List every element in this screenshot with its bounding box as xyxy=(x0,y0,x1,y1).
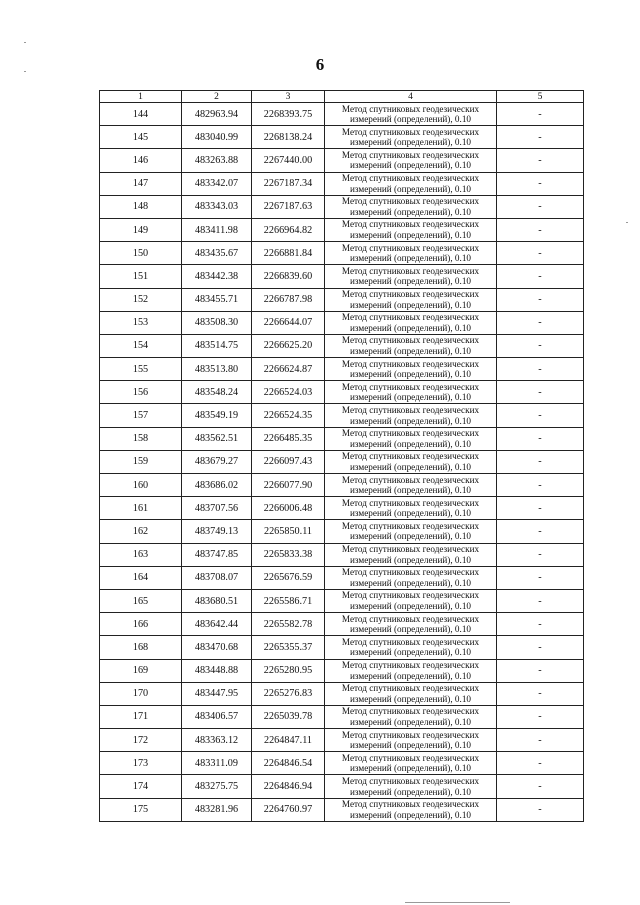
note-cell: - xyxy=(497,682,584,705)
method-line-1: Метод спутниковых геодезических xyxy=(341,613,480,624)
note-cell: - xyxy=(497,543,584,566)
x-coordinate-cell: 483411.98 xyxy=(182,218,252,241)
point-number-cell: 174 xyxy=(100,775,182,798)
point-number-cell: 162 xyxy=(100,520,182,543)
y-coordinate-cell: 2265355.37 xyxy=(252,636,325,659)
note-cell: - xyxy=(497,520,584,543)
y-coordinate-cell: 2266006.48 xyxy=(252,497,325,520)
method-line-2: измерений (определений), 0.10 xyxy=(349,230,472,241)
note-cell: - xyxy=(497,729,584,752)
footer-line xyxy=(405,902,510,903)
method-cell xyxy=(325,381,497,404)
note-cell: - xyxy=(497,172,584,195)
table-row xyxy=(100,752,584,775)
note-cell: - xyxy=(497,705,584,728)
x-coordinate-cell: 483514.75 xyxy=(182,334,252,357)
point-number-cell: 144 xyxy=(100,103,182,126)
point-number-cell: 161 xyxy=(100,497,182,520)
x-coordinate-cell: 483363.12 xyxy=(182,729,252,752)
table-row xyxy=(100,103,584,126)
point-number-cell: 148 xyxy=(100,195,182,218)
method-line-1: Метод спутниковых геодезических xyxy=(341,358,480,369)
y-coordinate-cell: 2266881.84 xyxy=(252,242,325,265)
table-row xyxy=(100,474,584,497)
column-header: 2 xyxy=(182,91,252,103)
coordinates-table xyxy=(99,90,584,822)
note-cell: - xyxy=(497,450,584,473)
method-line-1: Метод спутниковых геодезических xyxy=(341,103,480,114)
point-number-cell: 164 xyxy=(100,566,182,589)
y-coordinate-cell: 2264846.94 xyxy=(252,775,325,798)
note-cell: - xyxy=(497,752,584,775)
x-coordinate-cell: 483343.03 xyxy=(182,195,252,218)
method-line-1: Метод спутниковых геодезических xyxy=(341,428,480,439)
table-row xyxy=(100,404,584,427)
method-cell xyxy=(325,566,497,589)
point-number-cell: 170 xyxy=(100,682,182,705)
point-number-cell: 155 xyxy=(100,358,182,381)
method-line-2: измерений (определений), 0.10 xyxy=(349,438,472,449)
note-cell: - xyxy=(497,798,584,821)
method-line-2: измерений (определений), 0.10 xyxy=(349,554,472,565)
table-row xyxy=(100,358,584,381)
table-row xyxy=(100,613,584,636)
table-row xyxy=(100,242,584,265)
x-coordinate-cell: 483548.24 xyxy=(182,381,252,404)
y-coordinate-cell: 2265850.11 xyxy=(252,520,325,543)
note-cell: - xyxy=(497,311,584,334)
note-cell: - xyxy=(497,566,584,589)
y-coordinate-cell: 2266077.90 xyxy=(252,474,325,497)
method-cell xyxy=(325,589,497,612)
y-coordinate-cell: 2266485.35 xyxy=(252,427,325,450)
y-coordinate-cell: 2266625.20 xyxy=(252,334,325,357)
method-cell xyxy=(325,334,497,357)
note-cell: - xyxy=(497,126,584,149)
method-line-1: Метод спутниковых геодезических xyxy=(341,497,480,508)
method-cell xyxy=(325,705,497,728)
x-coordinate-cell: 483562.51 xyxy=(182,427,252,450)
point-number-cell: 166 xyxy=(100,613,182,636)
note-cell: - xyxy=(497,103,584,126)
table-row xyxy=(100,265,584,288)
method-line-2: измерений (определений), 0.10 xyxy=(349,786,472,797)
table-row xyxy=(100,195,584,218)
method-line-1: Метод спутниковых геодезических xyxy=(341,312,480,323)
point-number-cell: 150 xyxy=(100,242,182,265)
method-cell xyxy=(325,543,497,566)
method-cell xyxy=(325,265,497,288)
point-number-cell: 163 xyxy=(100,543,182,566)
method-line-2: измерений (определений), 0.10 xyxy=(349,485,472,496)
table-row xyxy=(100,682,584,705)
y-coordinate-cell: 2265676.59 xyxy=(252,566,325,589)
point-number-cell: 153 xyxy=(100,311,182,334)
method-line-2: измерений (определений), 0.10 xyxy=(349,369,472,380)
table-row xyxy=(100,149,584,172)
x-coordinate-cell: 483642.44 xyxy=(182,613,252,636)
y-coordinate-cell: 2264847.11 xyxy=(252,729,325,752)
point-number-cell: 147 xyxy=(100,172,182,195)
method-line-1: Метод спутниковых геодезических xyxy=(341,126,480,137)
method-line-1: Метод спутниковых геодезических xyxy=(341,451,480,462)
table-row xyxy=(100,566,584,589)
x-coordinate-cell: 483448.88 xyxy=(182,659,252,682)
point-number-cell: 160 xyxy=(100,474,182,497)
note-cell: - xyxy=(497,636,584,659)
note-cell: - xyxy=(497,265,584,288)
note-cell: - xyxy=(497,242,584,265)
x-coordinate-cell: 483311.09 xyxy=(182,752,252,775)
point-number-cell: 157 xyxy=(100,404,182,427)
x-coordinate-cell: 483263.88 xyxy=(182,149,252,172)
y-coordinate-cell: 2266524.35 xyxy=(252,404,325,427)
x-coordinate-cell: 483442.38 xyxy=(182,265,252,288)
method-line-1: Метод спутниковых геодезических xyxy=(341,636,480,647)
note-cell: - xyxy=(497,613,584,636)
page-number: 6 xyxy=(315,55,325,74)
method-cell xyxy=(325,311,497,334)
x-coordinate-cell: 483679.27 xyxy=(182,450,252,473)
method-line-1: Метод спутниковых геодезических xyxy=(341,683,480,694)
point-number-cell: 158 xyxy=(100,427,182,450)
x-coordinate-cell: 483342.07 xyxy=(182,172,252,195)
point-number-cell: 154 xyxy=(100,334,182,357)
method-cell xyxy=(325,497,497,520)
method-cell xyxy=(325,520,497,543)
scan-mark xyxy=(24,71,26,72)
method-line-1: Метод спутниковых геодезических xyxy=(341,729,480,740)
method-line-2: измерений (определений), 0.10 xyxy=(349,392,472,403)
method-cell xyxy=(325,358,497,381)
method-line-2: измерений (определений), 0.10 xyxy=(349,508,472,519)
x-coordinate-cell: 483513.80 xyxy=(182,358,252,381)
method-cell xyxy=(325,682,497,705)
method-line-1: Метод спутниковых геодезических xyxy=(341,775,480,786)
note-cell: - xyxy=(497,195,584,218)
y-coordinate-cell: 2268393.75 xyxy=(252,103,325,126)
x-coordinate-cell: 483549.19 xyxy=(182,404,252,427)
method-line-1: Метод спутниковых геодезических xyxy=(341,567,480,578)
y-coordinate-cell: 2264846.54 xyxy=(252,752,325,775)
method-cell xyxy=(325,242,497,265)
method-line-2: измерений (определений), 0.10 xyxy=(349,716,472,727)
point-number-cell: 169 xyxy=(100,659,182,682)
method-line-2: измерений (определений), 0.10 xyxy=(349,415,472,426)
method-line-2: измерений (определений), 0.10 xyxy=(349,322,472,333)
y-coordinate-cell: 2265276.83 xyxy=(252,682,325,705)
method-line-1: Метод спутниковых геодезических xyxy=(341,289,480,299)
y-coordinate-cell: 2265280.95 xyxy=(252,659,325,682)
y-coordinate-cell: 2266524.03 xyxy=(252,381,325,404)
method-cell xyxy=(325,636,497,659)
table-row xyxy=(100,775,584,798)
method-line-2: измерений (определений), 0.10 xyxy=(349,137,472,148)
method-cell xyxy=(325,798,497,821)
method-cell xyxy=(325,195,497,218)
method-line-2: измерений (определений), 0.10 xyxy=(349,299,472,310)
y-coordinate-cell: 2265833.38 xyxy=(252,543,325,566)
method-cell xyxy=(325,752,497,775)
table-row xyxy=(100,636,584,659)
x-coordinate-cell: 483470.68 xyxy=(182,636,252,659)
y-coordinate-cell: 2265582.78 xyxy=(252,613,325,636)
method-line-2: измерений (определений), 0.10 xyxy=(349,670,472,681)
x-coordinate-cell: 483508.30 xyxy=(182,311,252,334)
method-line-1: Метод спутниковых геодезических xyxy=(341,660,480,670)
method-line-2: измерений (определений), 0.10 xyxy=(349,577,472,588)
method-cell xyxy=(325,659,497,682)
method-line-1: Метод спутниковых геодезических xyxy=(341,474,480,485)
y-coordinate-cell: 2267187.63 xyxy=(252,195,325,218)
method-line-2: измерений (определений), 0.10 xyxy=(349,601,472,612)
method-cell xyxy=(325,126,497,149)
x-coordinate-cell: 483040.99 xyxy=(182,126,252,149)
method-cell xyxy=(325,729,497,752)
point-number-cell: 175 xyxy=(100,798,182,821)
table-row xyxy=(100,705,584,728)
method-cell xyxy=(325,775,497,798)
x-coordinate-cell: 483435.67 xyxy=(182,242,252,265)
y-coordinate-cell: 2266624.87 xyxy=(252,358,325,381)
y-coordinate-cell: 2264760.97 xyxy=(252,798,325,821)
x-coordinate-cell: 482963.94 xyxy=(182,103,252,126)
scan-mark xyxy=(24,42,26,43)
method-line-1: Метод спутниковых геодезических xyxy=(341,196,480,207)
point-number-cell: 156 xyxy=(100,381,182,404)
scan-mark xyxy=(626,222,628,223)
method-line-1: Метод спутниковых геодезических xyxy=(341,590,480,601)
x-coordinate-cell: 483749.13 xyxy=(182,520,252,543)
method-cell xyxy=(325,288,497,311)
y-coordinate-cell: 2265039.78 xyxy=(252,705,325,728)
table-row xyxy=(100,427,584,450)
method-line-2: измерений (определений), 0.10 xyxy=(349,693,472,704)
x-coordinate-cell: 483281.96 xyxy=(182,798,252,821)
table-row xyxy=(100,126,584,149)
column-header: 5 xyxy=(497,91,584,103)
column-header: 1 xyxy=(100,91,182,103)
method-line-1: Метод спутниковых геодезических xyxy=(341,173,480,184)
method-cell xyxy=(325,474,497,497)
point-number-cell: 151 xyxy=(100,265,182,288)
column-header: 4 xyxy=(325,91,497,103)
note-cell: - xyxy=(497,288,584,311)
x-coordinate-cell: 483455.71 xyxy=(182,288,252,311)
method-line-2: измерений (определений), 0.10 xyxy=(349,183,472,194)
table-row xyxy=(100,381,584,404)
method-line-1: Метод спутниковых геодезических xyxy=(341,799,480,810)
x-coordinate-cell: 483707.56 xyxy=(182,497,252,520)
y-coordinate-cell: 2266964.82 xyxy=(252,218,325,241)
point-number-cell: 165 xyxy=(100,589,182,612)
note-cell: - xyxy=(497,218,584,241)
method-line-2: измерений (определений), 0.10 xyxy=(349,740,472,751)
note-cell: - xyxy=(497,358,584,381)
method-line-2: измерений (определений), 0.10 xyxy=(349,160,472,171)
y-coordinate-cell: 2267440.00 xyxy=(252,149,325,172)
method-cell xyxy=(325,218,497,241)
point-number-cell: 149 xyxy=(100,218,182,241)
point-number-cell: 159 xyxy=(100,450,182,473)
table-row xyxy=(100,334,584,357)
table-row xyxy=(100,659,584,682)
method-line-2: измерений (определений), 0.10 xyxy=(349,253,472,264)
method-cell xyxy=(325,103,497,126)
table-row xyxy=(100,288,584,311)
method-cell xyxy=(325,404,497,427)
y-coordinate-cell: 2267187.34 xyxy=(252,172,325,195)
point-number-cell: 146 xyxy=(100,149,182,172)
method-line-1: Метод спутниковых геодезических xyxy=(341,335,480,346)
table-row xyxy=(100,543,584,566)
method-line-1: Метод спутниковых геодезических xyxy=(341,265,480,276)
method-line-2: измерений (определений), 0.10 xyxy=(349,763,472,774)
x-coordinate-cell: 483680.51 xyxy=(182,589,252,612)
x-coordinate-cell: 483747.85 xyxy=(182,543,252,566)
table-row xyxy=(100,450,584,473)
y-coordinate-cell: 2266644.07 xyxy=(252,311,325,334)
method-line-2: измерений (определений), 0.10 xyxy=(349,114,472,125)
method-line-1: Метод спутниковых геодезических xyxy=(341,544,480,555)
note-cell: - xyxy=(497,427,584,450)
y-coordinate-cell: 2266787.98 xyxy=(252,288,325,311)
note-cell: - xyxy=(497,589,584,612)
note-cell: - xyxy=(497,334,584,357)
table-row xyxy=(100,497,584,520)
table-row xyxy=(100,218,584,241)
point-number-cell: 171 xyxy=(100,705,182,728)
method-line-1: Метод спутниковых геодезических xyxy=(341,242,480,253)
note-cell: - xyxy=(497,497,584,520)
method-line-2: измерений (определений), 0.10 xyxy=(349,647,472,658)
method-line-2: измерений (определений), 0.10 xyxy=(349,461,472,472)
x-coordinate-cell: 483708.07 xyxy=(182,566,252,589)
x-coordinate-cell: 483447.95 xyxy=(182,682,252,705)
method-cell xyxy=(325,427,497,450)
table-row xyxy=(100,729,584,752)
method-line-1: Метод спутниковых геодезических xyxy=(341,404,480,415)
method-line-2: измерений (определений), 0.10 xyxy=(349,206,472,217)
method-line-2: измерений (определений), 0.10 xyxy=(349,345,472,356)
table-row xyxy=(100,589,584,612)
method-cell xyxy=(325,450,497,473)
point-number-cell: 152 xyxy=(100,288,182,311)
note-cell: - xyxy=(497,381,584,404)
method-line-2: измерений (определений), 0.10 xyxy=(349,531,472,542)
method-line-2: измерений (определений), 0.10 xyxy=(349,624,472,635)
note-cell: - xyxy=(497,659,584,682)
y-coordinate-cell: 2268138.24 xyxy=(252,126,325,149)
x-coordinate-cell: 483275.75 xyxy=(182,775,252,798)
method-cell xyxy=(325,613,497,636)
method-line-1: Метод спутниковых геодезических xyxy=(341,381,480,392)
table-row xyxy=(100,798,584,821)
point-number-cell: 168 xyxy=(100,636,182,659)
point-number-cell: 173 xyxy=(100,752,182,775)
note-cell: - xyxy=(497,775,584,798)
point-number-cell: 172 xyxy=(100,729,182,752)
method-cell xyxy=(325,149,497,172)
x-coordinate-cell: 483406.57 xyxy=(182,705,252,728)
method-line-2: измерений (определений), 0.10 xyxy=(349,809,472,820)
table-row xyxy=(100,311,584,334)
point-number-cell: 145 xyxy=(100,126,182,149)
method-line-1: Метод спутниковых геодезических xyxy=(341,219,480,230)
note-cell: - xyxy=(497,149,584,172)
method-line-2: измерений (определений), 0.10 xyxy=(349,276,472,287)
method-cell xyxy=(325,172,497,195)
y-coordinate-cell: 2266097.43 xyxy=(252,450,325,473)
method-line-1: Метод спутниковых геодезических xyxy=(341,149,480,160)
y-coordinate-cell: 2266839.60 xyxy=(252,265,325,288)
method-line-1: Метод спутниковых геодезических xyxy=(341,706,480,717)
x-coordinate-cell: 483686.02 xyxy=(182,474,252,497)
table-row xyxy=(100,520,584,543)
y-coordinate-cell: 2265586.71 xyxy=(252,589,325,612)
table-row xyxy=(100,172,584,195)
note-cell: - xyxy=(497,404,584,427)
method-line-1: Метод спутниковых геодезических xyxy=(341,752,480,763)
note-cell: - xyxy=(497,474,584,497)
column-header: 3 xyxy=(252,91,325,103)
table-header-row xyxy=(100,91,584,103)
method-line-1: Метод спутниковых геодезических xyxy=(341,520,480,531)
